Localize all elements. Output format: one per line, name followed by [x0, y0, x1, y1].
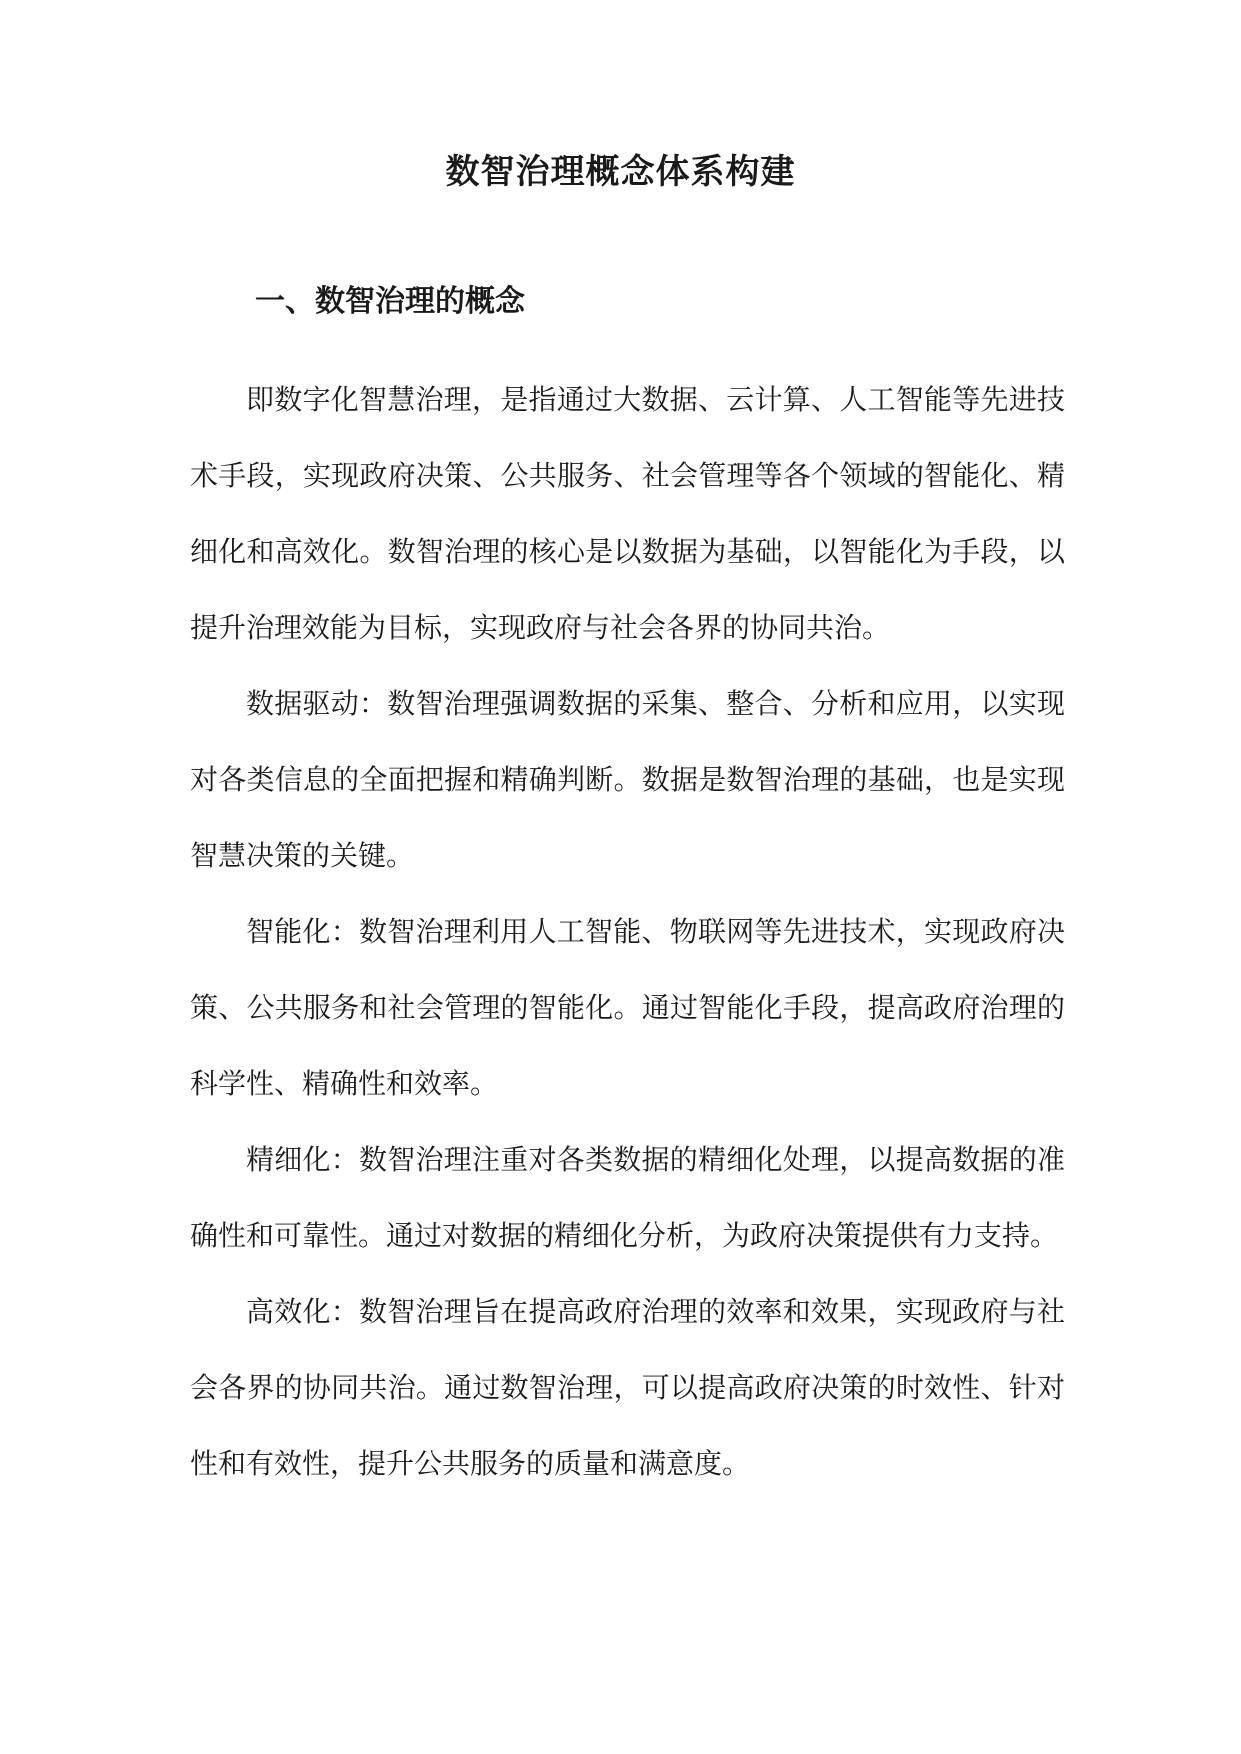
paragraph-efficient: 高效化：数智治理旨在提高政府治理的效率和效果，实现政府与社会各界的协同共治。通过数智治理，可以提高政府决策的时效性、针对性和有效性，提升公共服务的质量和满意度。: [190, 1295, 1065, 1480]
paragraph-data-driven: 数据驱动：数智治理强调数据的采集、整合、分析和应用，以实现对各类信息的全面把握和精确判断。数据是数智治理的基础，也是实现智慧决策的关键。: [190, 687, 1065, 872]
document-body: [190, 362, 1065, 1502]
paragraph-definition: 即数字化智慧治理，是指通过大数据、云计算、人工智能等先进技术手段，实现政府决策、公共服务、社会管理等各个领域的智能化、精细化和高效化。数智治理的核心是以数据为基础，以智能化为手段，以提升治理效能为目标，实现政府与社会各界的协同共治。: [190, 383, 1065, 644]
paragraph-intelligent: 智能化：数智治理利用人工智能、物联网等先进技术，实现政府决策、公共服务和社会管理的智能化。通过智能化手段，提高政府治理的科学性、精确性和效率。: [190, 915, 1065, 1100]
document-title: 数智治理概念体系构建: [445, 152, 796, 192]
paragraph-refined: 精细化：数智治理注重对各类数据的精细化处理，以提高数据的准确性和可靠性。通过对数据的精细化分析，为政府决策提供有力支持。: [190, 1143, 1065, 1252]
section-heading: 一、数智治理的概念: [255, 284, 525, 319]
